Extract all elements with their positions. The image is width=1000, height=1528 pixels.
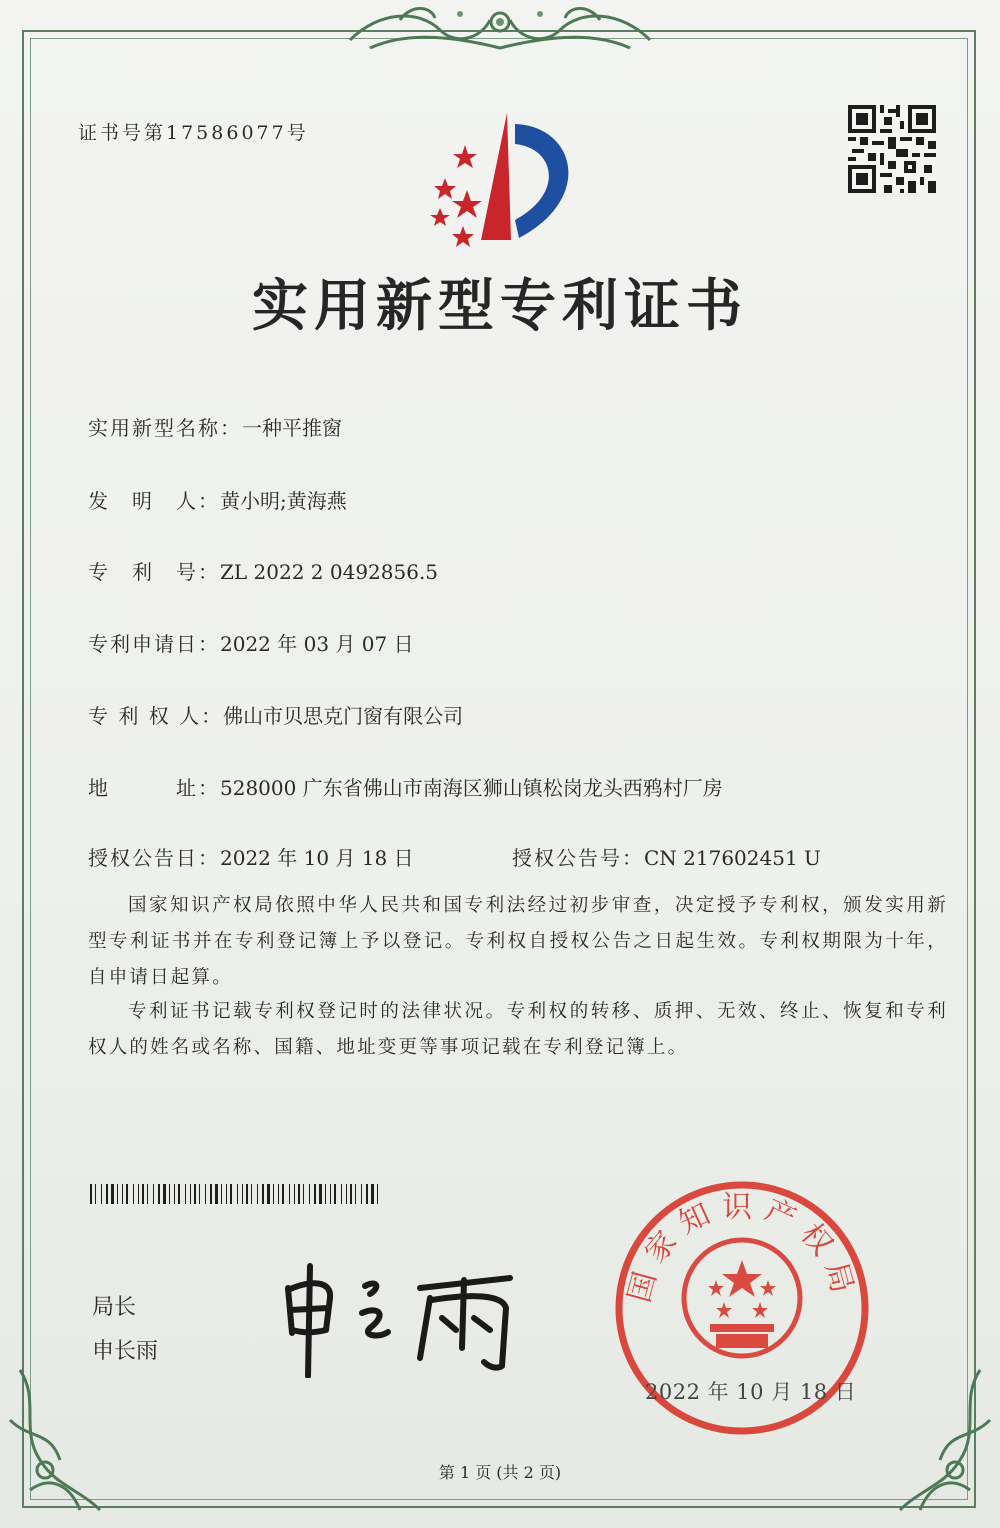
field-value: 528000 广东省佛山市南海区狮山镇松岗龙头西鸦村厂房 xyxy=(220,776,723,800)
director-title: 局长 xyxy=(92,1295,137,1320)
field-inventor xyxy=(88,485,347,514)
body-paragraph-2: 专利证书记载专利权登记时的法律状况。专利权的转移、质押、无效、终止、恢复和专利权人的姓名或名称、国籍、地址变更等事项记载在专利登记簿上。 xyxy=(88,1001,948,1058)
field-patent-number xyxy=(88,556,438,585)
field-value: 2022 年 03 月 07 日 xyxy=(220,632,414,656)
qr-code-icon xyxy=(848,104,936,194)
field-value: 佛山市贝思克门窗有限公司 xyxy=(223,704,464,728)
field-utility-model-name xyxy=(88,412,342,441)
director-signature xyxy=(270,1258,530,1378)
field-label: 专利申请日： xyxy=(88,632,220,656)
field-value: ZL 2022 2 0492856.5 xyxy=(220,560,439,584)
page-number: 第 1 页 (共 2 页) xyxy=(438,1463,562,1482)
field-label: 地 址： xyxy=(88,776,220,800)
bottom-left-ornament xyxy=(0,1360,120,1528)
cnipa-logo-icon xyxy=(415,108,595,253)
field-announcement-number xyxy=(512,842,821,871)
field-label: 发 明 人： xyxy=(88,489,220,513)
field-label: 实用新型名称： xyxy=(88,416,242,440)
field-address xyxy=(88,772,723,801)
field-label: 授权公告号： xyxy=(512,846,644,870)
seal-date: 2022 年 10 月 18 日 xyxy=(645,1380,857,1404)
body-paragraph-1: 国家知识产权局依照中华人民共和国专利法经过初步审查，决定授予专利权，颁发实用新型专利证书并在专利登记簿上予以登记。专利权自授权公告之日起生效。专利权期限为十年，自申请日起算。 xyxy=(88,895,948,988)
field-value: 黄小明;黄海燕 xyxy=(220,489,347,513)
certificate-number: 证书号第17586077号 xyxy=(78,122,309,144)
top-ornament xyxy=(340,0,660,58)
field-label: 专 利 号： xyxy=(88,560,220,584)
seal-text: 国家知识产权局 xyxy=(621,1189,863,1307)
certificate-title: 实用新型专利证书 xyxy=(252,273,748,339)
barcode-icon xyxy=(90,1184,380,1204)
bottom-right-ornament xyxy=(880,1360,1000,1528)
field-value: 一种平推窗 xyxy=(242,416,342,440)
field-value: CN 217602451 U xyxy=(644,846,821,870)
field-value: 2022 年 10 月 18 日 xyxy=(220,846,414,870)
field-label: 授权公告日： xyxy=(88,846,220,870)
field-label: 专 利 权 人： xyxy=(88,704,224,728)
field-application-date xyxy=(88,628,414,657)
field-patentee xyxy=(88,700,463,729)
field-announcement-date xyxy=(88,842,414,871)
director-name: 申长雨 xyxy=(92,1339,159,1364)
